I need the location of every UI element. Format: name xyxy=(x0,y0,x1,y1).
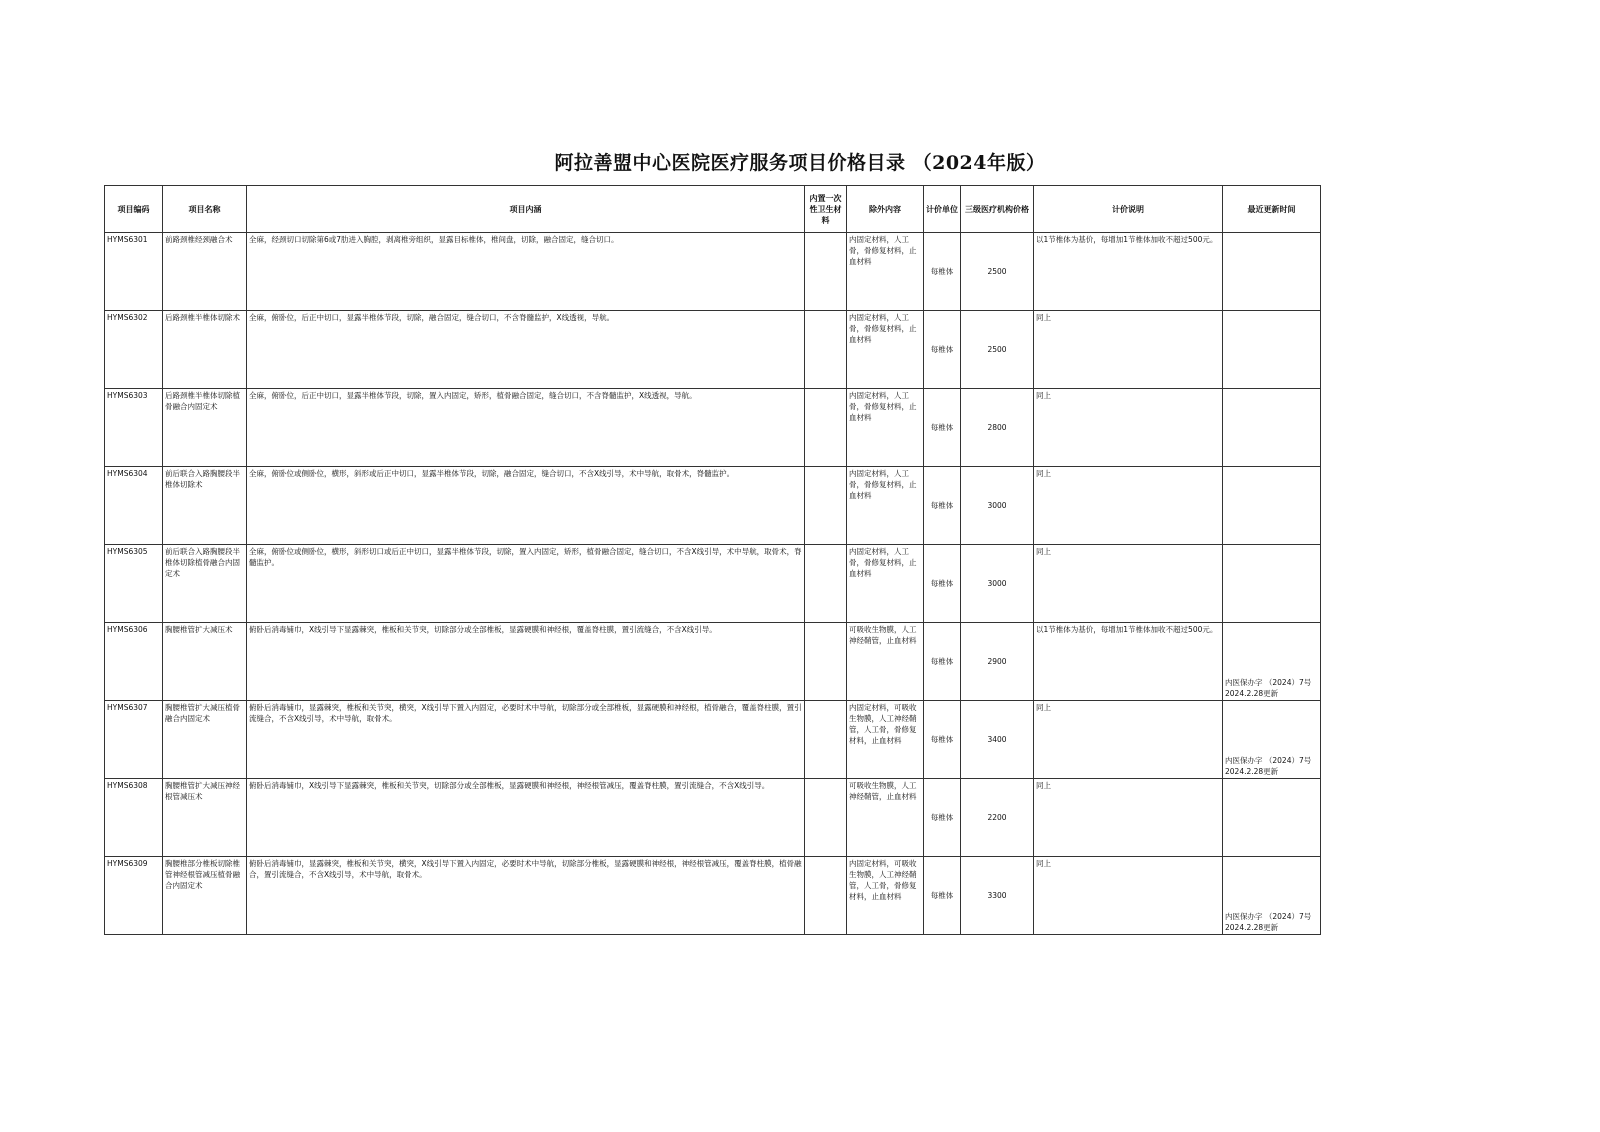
table-row xyxy=(105,779,1321,857)
cell-code: HYMS6309 xyxy=(105,857,163,935)
cell-updated xyxy=(1223,233,1321,311)
cell-unit: 每椎体 xyxy=(924,467,961,545)
header-price: 三级医疗机构价格 xyxy=(961,186,1034,233)
cell-updated: 内医保办字 （2024）7号 2024.2.28更新 xyxy=(1223,623,1321,701)
cell-supplies xyxy=(805,857,847,935)
header-excluded: 除外内容 xyxy=(847,186,924,233)
cell-name: 前后联合入路胸腰段半椎体切除术 xyxy=(163,467,247,545)
table-row xyxy=(105,311,1321,389)
cell-code: HYMS6303 xyxy=(105,389,163,467)
table-row xyxy=(105,857,1321,935)
table-row xyxy=(105,701,1321,779)
header-name: 项目名称 xyxy=(163,186,247,233)
cell-note: 同上 xyxy=(1034,467,1223,545)
cell-content: 全麻，俯卧位或侧卧位，横形，斜形切口或后正中切口，显露半椎体节段，切除，置入内固定，矫形，植骨融合固定，缝合切口，不含X线引导，术中导航，取骨术，脊髓监护。 xyxy=(247,545,805,623)
cell-updated xyxy=(1223,311,1321,389)
cell-content: 全麻，俯卧位，后正中切口，显露半椎体节段，切除，置入内固定，矫形，植骨融合固定，缝合切口，不含脊髓监护，X线透视，导航。 xyxy=(247,389,805,467)
header-note: 计价说明 xyxy=(1034,186,1223,233)
cell-unit: 每椎体 xyxy=(924,545,961,623)
cell-updated: 内医保办字 （2024）7号 2024.2.28更新 xyxy=(1223,701,1321,779)
header-supplies: 内置一次性卫生材料 xyxy=(805,186,847,233)
header-updated: 最近更新时间 xyxy=(1223,186,1321,233)
cell-price: 2900 xyxy=(961,623,1034,701)
cell-price: 3000 xyxy=(961,545,1034,623)
cell-content: 全麻，经颈切口切除第6或7肋进入胸腔，剥离椎旁组织，显露目标椎体，椎间盘，切除，融合固定，缝合切口。 xyxy=(247,233,805,311)
cell-name: 胸腰椎管扩大减压术 xyxy=(163,623,247,701)
cell-unit: 每椎体 xyxy=(924,779,961,857)
cell-code: HYMS6302 xyxy=(105,311,163,389)
cell-updated xyxy=(1223,467,1321,545)
cell-code: HYMS6308 xyxy=(105,779,163,857)
cell-price: 2200 xyxy=(961,779,1034,857)
cell-updated xyxy=(1223,545,1321,623)
cell-price: 3400 xyxy=(961,701,1034,779)
cell-unit: 每椎体 xyxy=(924,389,961,467)
cell-supplies xyxy=(805,779,847,857)
cell-supplies xyxy=(805,467,847,545)
cell-supplies xyxy=(805,233,847,311)
cell-code: HYMS6301 xyxy=(105,233,163,311)
cell-supplies xyxy=(805,545,847,623)
price-table xyxy=(104,185,1321,935)
header-unit: 计价单位 xyxy=(924,186,961,233)
cell-content: 俯卧后消毒铺巾，显露棘突，椎板和关节突，横突，X线引导下置入内固定，必要时术中导航，切除部分椎板，显露硬膜和神经根，神经根管减压，覆盖脊柱膜，植骨融合，置引流缝合，不含X线引导，术中导航，取骨术。 xyxy=(247,857,805,935)
cell-excluded: 内固定材料，可吸收生物膜，人工神经鞘管，人工骨，骨修复材料，止血材料 xyxy=(847,857,924,935)
table-row xyxy=(105,233,1321,311)
cell-name: 胸腰椎管扩大减压神经根管减压术 xyxy=(163,779,247,857)
cell-unit: 每椎体 xyxy=(924,623,961,701)
cell-content: 全麻，俯卧位或侧卧位，横形，斜形或后正中切口，显露半椎体节段，切除，融合固定，缝合切口，不含X线引导，术中导航，取骨术，脊髓监护。 xyxy=(247,467,805,545)
header-code: 项目编码 xyxy=(105,186,163,233)
table-row xyxy=(105,467,1321,545)
cell-name: 胸腰椎部分椎板切除椎管神经根管减压植骨融合内固定术 xyxy=(163,857,247,935)
cell-supplies xyxy=(805,389,847,467)
cell-code: HYMS6305 xyxy=(105,545,163,623)
cell-note: 同上 xyxy=(1034,857,1223,935)
cell-note: 以1节椎体为基价，每增加1节椎体加收不超过500元。 xyxy=(1034,623,1223,701)
cell-code: HYMS6307 xyxy=(105,701,163,779)
page-title: 阿拉善盟中心医院医疗服务项目价格目录 （2024年版） xyxy=(554,152,1046,174)
cell-name: 后路颈椎半椎体切除植骨融合内固定术 xyxy=(163,389,247,467)
cell-updated xyxy=(1223,779,1321,857)
table-row xyxy=(105,623,1321,701)
cell-price: 3000 xyxy=(961,467,1034,545)
cell-note: 同上 xyxy=(1034,701,1223,779)
cell-content: 俯卧后消毒铺巾，X线引导下显露棘突，椎板和关节突，切除部分或全部椎板，显露硬膜和神经根，神经根管减压，覆盖脊柱膜，置引流缝合，不含X线引导。 xyxy=(247,779,805,857)
cell-content: 俯卧后消毒铺巾，X线引导下显露棘突，椎板和关节突，切除部分或全部椎板，显露硬膜和神经根，覆盖脊柱膜，置引流缝合，不含X线引导。 xyxy=(247,623,805,701)
cell-supplies xyxy=(805,701,847,779)
cell-price: 2500 xyxy=(961,311,1034,389)
cell-excluded: 可吸收生物膜，人工神经鞘管，止血材料 xyxy=(847,623,924,701)
cell-note: 同上 xyxy=(1034,545,1223,623)
cell-price: 2800 xyxy=(961,389,1034,467)
cell-excluded: 内固定材料，人工骨，骨修复材料，止血材料 xyxy=(847,467,924,545)
table-row xyxy=(105,545,1321,623)
cell-excluded: 内固定材料，人工骨，骨修复材料，止血材料 xyxy=(847,389,924,467)
cell-price: 2500 xyxy=(961,233,1034,311)
cell-excluded: 内固定材料，人工骨，骨修复材料，止血材料 xyxy=(847,233,924,311)
cell-excluded: 内固定材料，可吸收生物膜，人工神经鞘管，人工骨，骨修复材料，止血材料 xyxy=(847,701,924,779)
cell-supplies xyxy=(805,623,847,701)
cell-unit: 每椎体 xyxy=(924,857,961,935)
cell-excluded: 内固定材料，人工骨，骨修复材料，止血材料 xyxy=(847,545,924,623)
cell-excluded: 内固定材料，人工骨，骨修复材料，止血材料 xyxy=(847,311,924,389)
cell-note: 以1节椎体为基价，每增加1节椎体加收不超过500元。 xyxy=(1034,233,1223,311)
cell-supplies xyxy=(805,311,847,389)
cell-unit: 每椎体 xyxy=(924,233,961,311)
header-content: 项目内涵 xyxy=(247,186,805,233)
cell-code: HYMS6304 xyxy=(105,467,163,545)
cell-name: 后路颈椎半椎体切除术 xyxy=(163,311,247,389)
cell-name: 前路颈椎经颈融合术 xyxy=(163,233,247,311)
cell-name: 胸腰椎管扩大减压植骨融合内固定术 xyxy=(163,701,247,779)
table-row xyxy=(105,389,1321,467)
cell-content: 全麻，俯卧位，后正中切口，显露半椎体节段，切除，融合固定，缝合切口，不含脊髓监护，X线透视，导航。 xyxy=(247,311,805,389)
cell-unit: 每椎体 xyxy=(924,311,961,389)
cell-note: 同上 xyxy=(1034,389,1223,467)
cell-excluded: 可吸收生物膜，人工神经鞘管，止血材料 xyxy=(847,779,924,857)
cell-unit: 每椎体 xyxy=(924,701,961,779)
cell-name: 前后联合入路胸腰段半椎体切除植骨融合内固定术 xyxy=(163,545,247,623)
cell-code: HYMS6306 xyxy=(105,623,163,701)
header-row xyxy=(105,186,1321,233)
cell-price: 3300 xyxy=(961,857,1034,935)
cell-content: 俯卧后消毒铺巾，显露棘突，椎板和关节突，横突，X线引导下置入内固定，必要时术中导航，切除部分或全部椎板，显露硬膜和神经根，植骨融合，覆盖脊柱膜，置引流缝合，不含X线引导，术中导航，取骨术。 xyxy=(247,701,805,779)
cell-note: 同上 xyxy=(1034,311,1223,389)
cell-note: 同上 xyxy=(1034,779,1223,857)
cell-updated xyxy=(1223,389,1321,467)
cell-updated: 内医保办字 （2024）7号 2024.2.28更新 xyxy=(1223,857,1321,935)
